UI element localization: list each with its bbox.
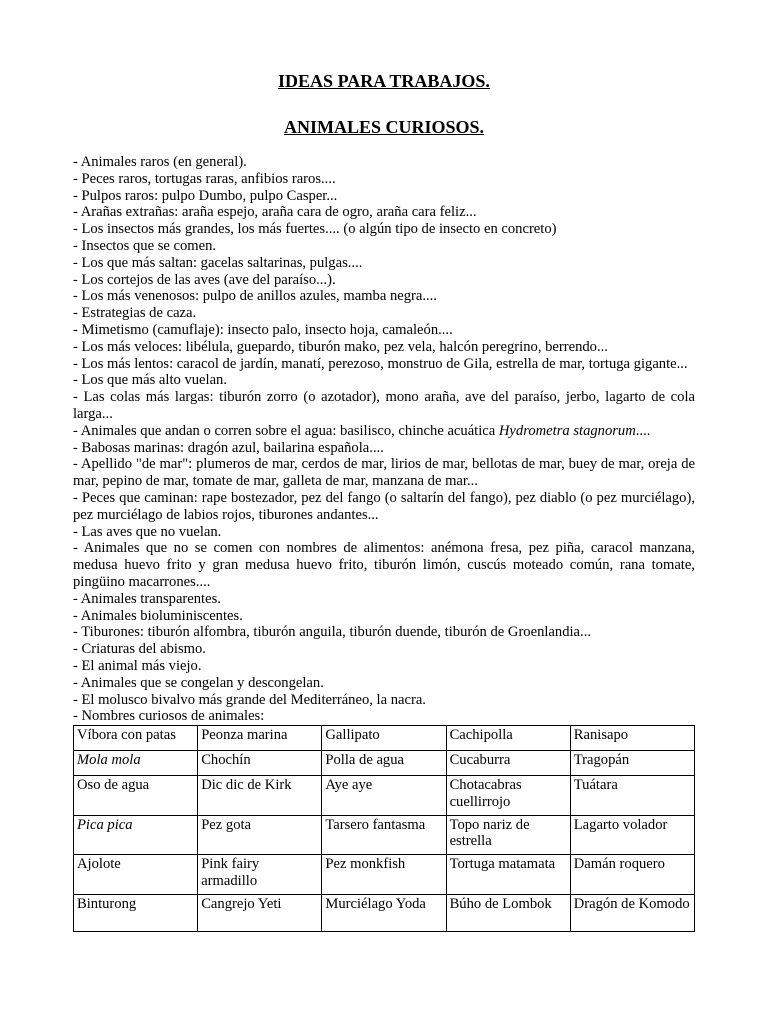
list-item: - El molusco bivalvo más grande del Mediterráneo, la nacra.	[73, 691, 426, 708]
table-cell: Pez gota	[198, 815, 322, 855]
list-item: - Insectos que se comen.	[73, 237, 217, 254]
table-cell: Gallipato	[322, 726, 446, 751]
table-cell: Pez monkfish	[322, 855, 446, 895]
table-cell: Ajolote	[74, 855, 198, 895]
table-cell: Cucaburra	[446, 751, 570, 776]
list-item: - Nombres curiosos de animales:	[73, 708, 265, 725]
list-item: - Arañas extrañas: araña espejo, araña cara de ogro, araña cara feliz...	[73, 204, 477, 221]
table-cell: Cachipolla	[446, 726, 570, 751]
table-cell: Dragón de Komodo	[570, 894, 694, 931]
list-item: - Animales que no se comen con nombres de alimentos: anémona fresa, pez piña, caracol manzana, medusa huevo frito y gran medusa huevo frito, tiburón limón, cuscús moteado común, rana tomate, pingüino macarrones....	[73, 540, 695, 590]
list-item: - Los que más saltan: gacelas saltarinas, pulgas....	[73, 254, 363, 271]
table-cell: Tuátara	[570, 776, 694, 816]
table-row	[74, 815, 695, 855]
table-cell: Ranisapo	[570, 726, 694, 751]
list-item: - Los más lentos: caracol de jardín, manatí, perezoso, monstruo de Gila, estrella de mar, tortuga gigante...	[73, 355, 688, 372]
list-item: - Pulpos raros: pulpo Dumbo, pulpo Casper...	[73, 187, 338, 204]
table-cell: Tarsero fantasma	[322, 815, 446, 855]
table-cell: Polla de agua	[322, 751, 446, 776]
table-cell: Víbora con patas	[74, 726, 198, 751]
table-cell: Oso de agua	[74, 776, 198, 816]
table-cell: Chochín	[198, 751, 322, 776]
table-cell: Damán roquero	[570, 855, 694, 895]
table-cell: Peonza marina	[198, 726, 322, 751]
table-cell: Topo nariz de estrella	[446, 815, 570, 855]
list-item: - Los más venenosos: pulpo de anillos azules, mamba negra....	[73, 288, 437, 305]
table-cell: Murciélago Yoda	[322, 894, 446, 931]
list-item: - Mimetismo (camuflaje): insecto palo, insecto hoja, camaleón....	[73, 321, 453, 338]
list-item: - Apellido "de mar": plumeros de mar, cerdos de mar, lirios de mar, bellotas de mar, buey de mar, oreja de mar, pepino de mar, tomate de mar, galleta de mar, manzana de mar...	[73, 456, 695, 490]
list-item: - Los insectos más grandes, los más fuertes.... (o algún tipo de insecto en concreto)	[73, 221, 557, 238]
table-row	[74, 855, 695, 895]
table-cell: Pink fairy armadillo	[198, 855, 322, 895]
list-item	[73, 423, 695, 440]
table-row	[74, 776, 695, 816]
table-cell: Tortuga matamata	[446, 855, 570, 895]
list-item: - Peces que caminan: rape bostezador, pez del fango (o saltarín del fango), pez diablo (o pez murciélago), pez murciélago de labios rojos, tiburones andantes...	[73, 489, 695, 523]
list-item: - Animales raros (en general).	[73, 154, 247, 170]
list-item: - Animales transparentes.	[73, 590, 221, 607]
table-cell: Binturong	[74, 894, 198, 931]
list-item: - Animales bioluminiscentes.	[73, 607, 243, 624]
table-cell: Cangrejo Yeti	[198, 894, 322, 931]
table-cell: Aye aye	[322, 776, 446, 816]
table-cell: Dic dic de Kirk	[198, 776, 322, 816]
document-subtitle: ANIMALES CURIOSOS.	[283, 117, 485, 137]
table-row	[74, 751, 695, 776]
list-item: - Los que más alto vuelan.	[73, 372, 228, 389]
list-item: - Animales que se congelan y descongelan.	[73, 674, 324, 691]
list-item: - Estrategias de caza.	[73, 305, 197, 322]
animal-names-table	[73, 725, 695, 932]
list-item: - Peces raros, tortugas raras, anfibios raros....	[73, 170, 336, 187]
list-item: - El animal más viejo.	[73, 657, 202, 674]
list-item: - Babosas marinas: dragón azul, bailarina española....	[73, 439, 384, 456]
document-page	[73, 68, 695, 932]
list-item: - Los más veloces: libélula, guepardo, tiburón mako, pez vela, halcón peregrino, berrendo...	[73, 338, 608, 355]
table-cell: Lagarto volador	[570, 815, 694, 855]
list-item-text: - Animales que andan o corren sobre el agua: basilisco, chinche acuática	[73, 422, 499, 439]
table-cell: Mola mola	[74, 751, 198, 776]
table-cell: Búho de Lombok	[446, 894, 570, 931]
list-item: - Los cortejos de las aves (ave del paraíso...).	[73, 271, 336, 288]
table-row	[74, 726, 695, 751]
ideas-list	[73, 154, 695, 725]
list-item: - Las colas más largas: tiburón zorro (o azotador), mono araña, ave del paraíso, jerbo, lagarto de cola larga...	[73, 389, 695, 422]
list-item: - Criaturas del abismo.	[73, 641, 206, 658]
species-name: Hydrometra stagnorum	[498, 422, 636, 439]
table-cell: Pica pica	[74, 815, 198, 855]
list-item: - Tiburones: tiburón alfombra, tiburón anguila, tiburón duende, tiburón de Groenlandia...	[73, 624, 591, 641]
table-row	[74, 894, 695, 931]
table-cell: Tragopán	[570, 751, 694, 776]
document-title: IDEAS PARA TRABAJOS.	[278, 71, 490, 91]
table-cell: Chotacabras cuellirrojo	[446, 776, 570, 816]
list-item-text: ....	[635, 422, 651, 439]
list-item: - Las aves que no vuelan.	[73, 523, 222, 540]
